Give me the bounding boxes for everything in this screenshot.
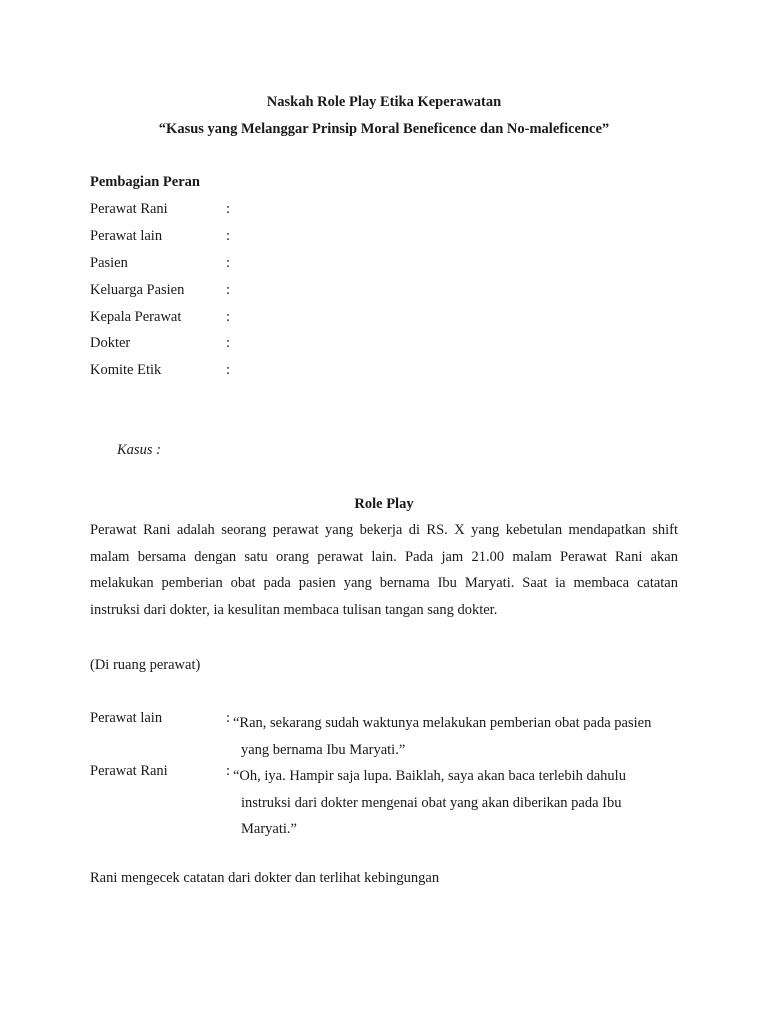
role-name: Kepala Perawat (90, 309, 182, 325)
role-name: Keluarga Pasien (90, 282, 185, 298)
document-title: Naskah Role Play Etika Keperawatan (266, 94, 502, 110)
dialog-speech (233, 763, 683, 843)
role-name: Pasien (90, 255, 128, 271)
intro-paragraph (90, 517, 678, 624)
scene-note: (Di ruang perawat) (90, 657, 201, 673)
speech-line: Maryati.” (241, 821, 297, 838)
speech-line: yang bernama Ibu Maryati.” (241, 741, 406, 758)
dialog-colon: : (226, 763, 231, 779)
dialog-speaker: Perawat Rani (90, 763, 168, 779)
role-colon: : (226, 335, 231, 351)
paragraph-line: instruksi dari dokter, ia kesulitan membaca tulisan tangan sang dokter. (90, 602, 498, 619)
roles-heading: Pembagian Peran (90, 174, 200, 190)
paragraph-line: malam bersama dengan satu orang perawat lain. Pada jam 21.00 malam Perawat Rani akan (90, 548, 678, 565)
speech-line: “Oh, iya. Hampir saja lupa. Baiklah, saya akan baca terlebih dahulu (233, 768, 626, 784)
role-colon: : (226, 309, 231, 325)
role-colon: : (226, 362, 231, 378)
role-name: Perawat Rani (90, 201, 168, 217)
dialog-speech (233, 710, 683, 763)
role-name: Dokter (90, 335, 131, 351)
role-name: Komite Etik (90, 362, 162, 378)
dialog-speaker: Perawat lain (90, 710, 163, 726)
roleplay-heading: Role Play (354, 496, 414, 512)
speech-line: “Ran, sekarang sudah waktunya melakukan pemberian obat pada pasien (233, 715, 652, 731)
dialog-entry (90, 710, 680, 764)
role-colon: : (226, 201, 231, 217)
role-name: Perawat lain (90, 228, 163, 244)
paragraph-line: Perawat Rani adalah seorang perawat yang bekerja di RS. X yang kebetulan mendapatkan shift (90, 522, 678, 538)
document-subtitle: “Kasus yang Melanggar Prinsip Moral Beneficence dan No-maleficence” (158, 121, 610, 137)
dialog-colon: : (226, 710, 231, 726)
role-colon: : (226, 228, 231, 244)
speech-line: instruksi dari dokter mengenai obat yang akan diberikan pada Ibu (241, 794, 622, 811)
kasus-label: Kasus : (117, 442, 161, 458)
role-colon: : (226, 282, 231, 298)
narration-text: Rani mengecek catatan dari dokter dan terlihat kebingungan (90, 870, 440, 886)
dialog-entry (90, 763, 680, 843)
paragraph-line: melakukan pemberian obat pada pasien yang bernama Ibu Maryati. Saat ia membaca catatan (90, 575, 678, 592)
role-colon: : (226, 255, 231, 271)
